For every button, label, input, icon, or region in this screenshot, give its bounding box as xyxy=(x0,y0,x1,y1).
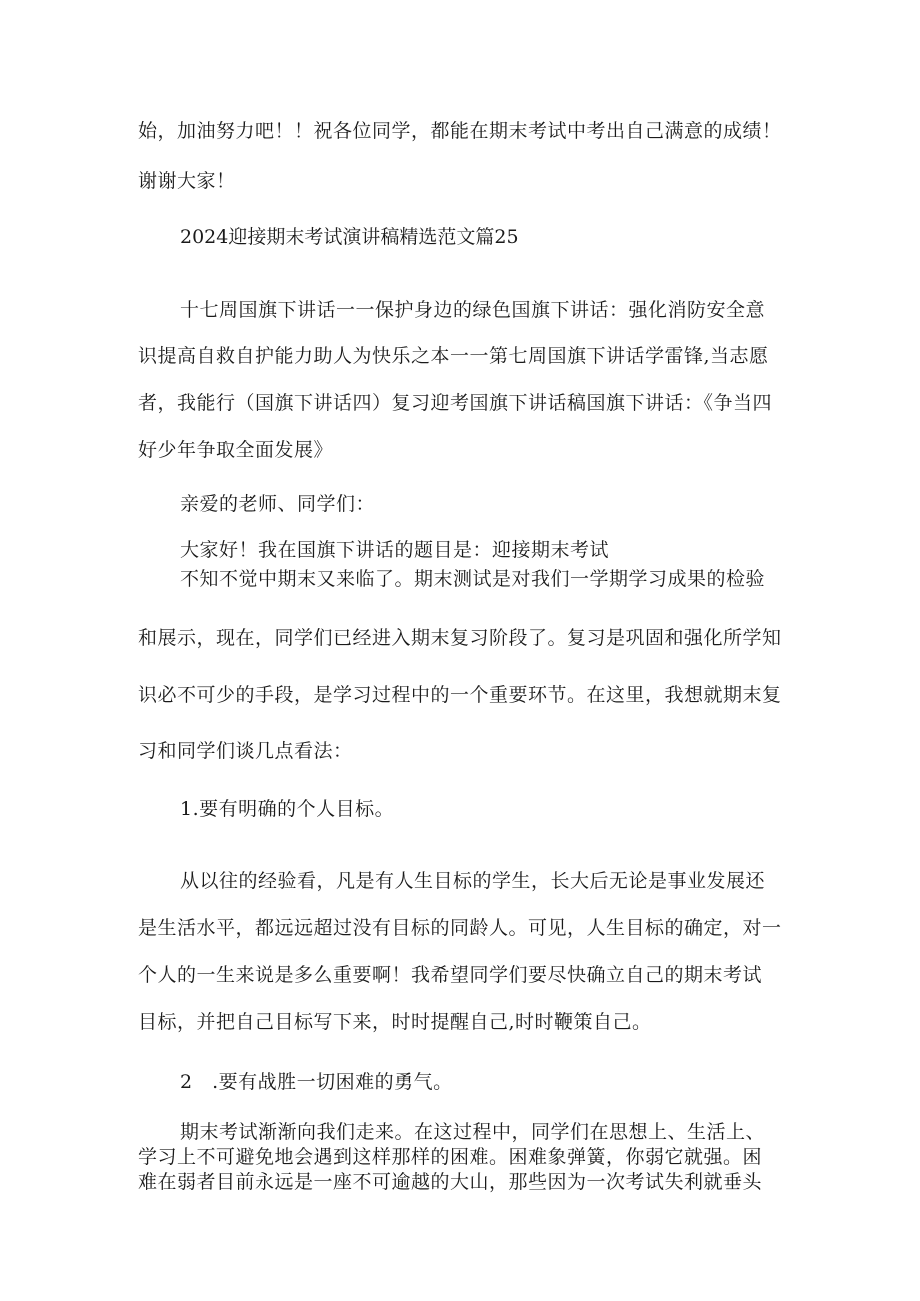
salutation: 亲爱的老师、同学们： xyxy=(180,493,376,515)
list-item-heading: 1.要有明确的个人目标。 xyxy=(180,798,395,820)
paragraph-line: 个人的一生来说是多么重要啊！我希望同学们要尽快确立自己的期末考试 xyxy=(138,964,763,986)
paragraph-line: 期末考试渐渐向我们走来。在这过程中，同学们在思想上、生活上、 xyxy=(180,1121,766,1143)
paragraph-line: 从以往的经验看，凡是有人生目标的学生，长大后无论是事业发展还 xyxy=(180,870,766,892)
paragraph-line: 始，加油努力吧！！祝各位同学，都能在期末考试中考出自己满意的成绩！ xyxy=(138,120,782,142)
paragraph-line: 难在弱者目前永远是一座不可逾越的大山，那些因为一次考试失利就垂头 xyxy=(138,1171,763,1193)
paragraph-line: 学习上不可避免地会遇到这样那样的困难。困难象弹簧，你弱它就强。困 xyxy=(138,1146,763,1168)
paragraph-line: 和展示，现在，同学们已经进入期末复习阶段了。复习是巩固和强化所学知 xyxy=(138,627,782,649)
paragraph-line: 好少年争取全面发展》 xyxy=(138,439,334,461)
paragraph-line: 不知不觉中期末又来临了。期末测试是对我们一学期学习成果的检验 xyxy=(180,568,766,590)
paragraph-line: 目标，并把自己目标写下来，时时提醒自己,时时鞭策自己。 xyxy=(138,1011,652,1033)
paragraph-line: 大家好！我在国旗下讲话的题目是：迎接期末考试 xyxy=(180,539,610,561)
paragraph-line: 谢谢大家！ xyxy=(138,170,236,192)
paragraph-line: 者，我能行（国旗下讲话四）复习迎考国旗下讲话稿国旗下讲话：《争当四 xyxy=(138,392,773,414)
paragraph-line: 是生活水平，都远远超过没有目标的同龄人。可见，人生目标的确定，对一 xyxy=(138,917,782,939)
paragraph-line: 识提高自救自护能力助人为快乐之本一一第七周国旗下讲话学雷锋,当志愿 xyxy=(138,345,769,367)
paragraph-line: 识必不可少的手段，是学习过程中的一个重要环节。在这里，我想就期末复 xyxy=(138,684,782,706)
section-heading: 2024迎接期末考试演讲稿精选范文篇25 xyxy=(180,226,519,248)
paragraph-line: 十七周国旗下讲话一一保护身边的绿色国旗下讲话：强化消防安全意 xyxy=(180,299,766,321)
paragraph-line: 习和同学们谈几点看法： xyxy=(138,740,353,762)
list-item-heading: 2 .要有战胜一切困难的勇气。 xyxy=(180,1071,453,1093)
